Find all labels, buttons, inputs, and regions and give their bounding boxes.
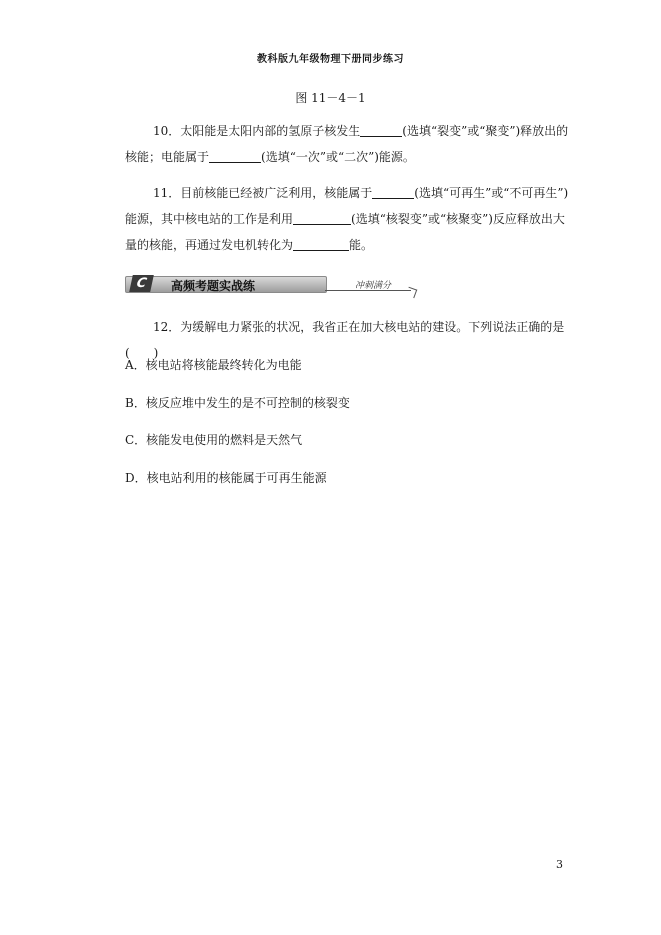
banner-title: 高频考题实战练 bbox=[171, 279, 256, 293]
option-d[interactable]: D．核电站利用的核能属于可再生能源 bbox=[125, 471, 327, 485]
q11-blank-2[interactable] bbox=[293, 210, 351, 225]
question-11 bbox=[125, 180, 570, 258]
page-number: 3 bbox=[556, 858, 563, 871]
section-banner bbox=[125, 274, 415, 296]
banner-subtitle: 冲刺满分 bbox=[355, 281, 392, 291]
q10-blank-1[interactable] bbox=[360, 122, 402, 137]
q11-text-4: 能。 bbox=[349, 238, 374, 252]
q11-blank-3[interactable] bbox=[293, 236, 349, 251]
page-header: 教科版九年级物理下册同步练习 bbox=[257, 54, 404, 65]
banner-tail bbox=[406, 287, 418, 299]
q11-text-3: (选填“核裂变”或“核聚变”)反应释放出大量的核能，再通过发电机转化为 bbox=[125, 212, 565, 252]
q11-blank-1[interactable] bbox=[372, 184, 414, 199]
question-10 bbox=[125, 118, 570, 170]
option-c[interactable]: C．核能发电使用的燃料是天然气 bbox=[125, 433, 303, 447]
q10-text-3: (选填“一次”或“二次”)能源。 bbox=[261, 150, 415, 164]
option-b[interactable]: B．核反应堆中发生的是不可控制的核裂变 bbox=[125, 396, 350, 410]
q10-blank-2[interactable] bbox=[209, 148, 261, 163]
banner-letter-icon: C bbox=[129, 275, 154, 292]
q10-text-2: (选填“裂变”或“聚变”)释放出的核能；电能属于 bbox=[125, 124, 569, 164]
question-12: 12．为缓解电力紧张的状况，我省正在加大核电站的建设。下列说法正确的是( ) bbox=[125, 320, 565, 360]
figure-caption: 图 11－4－1 bbox=[295, 91, 366, 105]
q11-text-2: (选填“可再生”或“不可再生”)能源，其中核电站的工作是利用 bbox=[125, 186, 569, 226]
q11-text-1: 11．目前核能已经被广泛利用，核能属于 bbox=[153, 186, 373, 200]
option-a[interactable]: A．核电站将核能最终转化为电能 bbox=[125, 358, 302, 372]
q10-text-1: 10．太阳能是太阳内部的氢原子核发生 bbox=[153, 124, 361, 138]
